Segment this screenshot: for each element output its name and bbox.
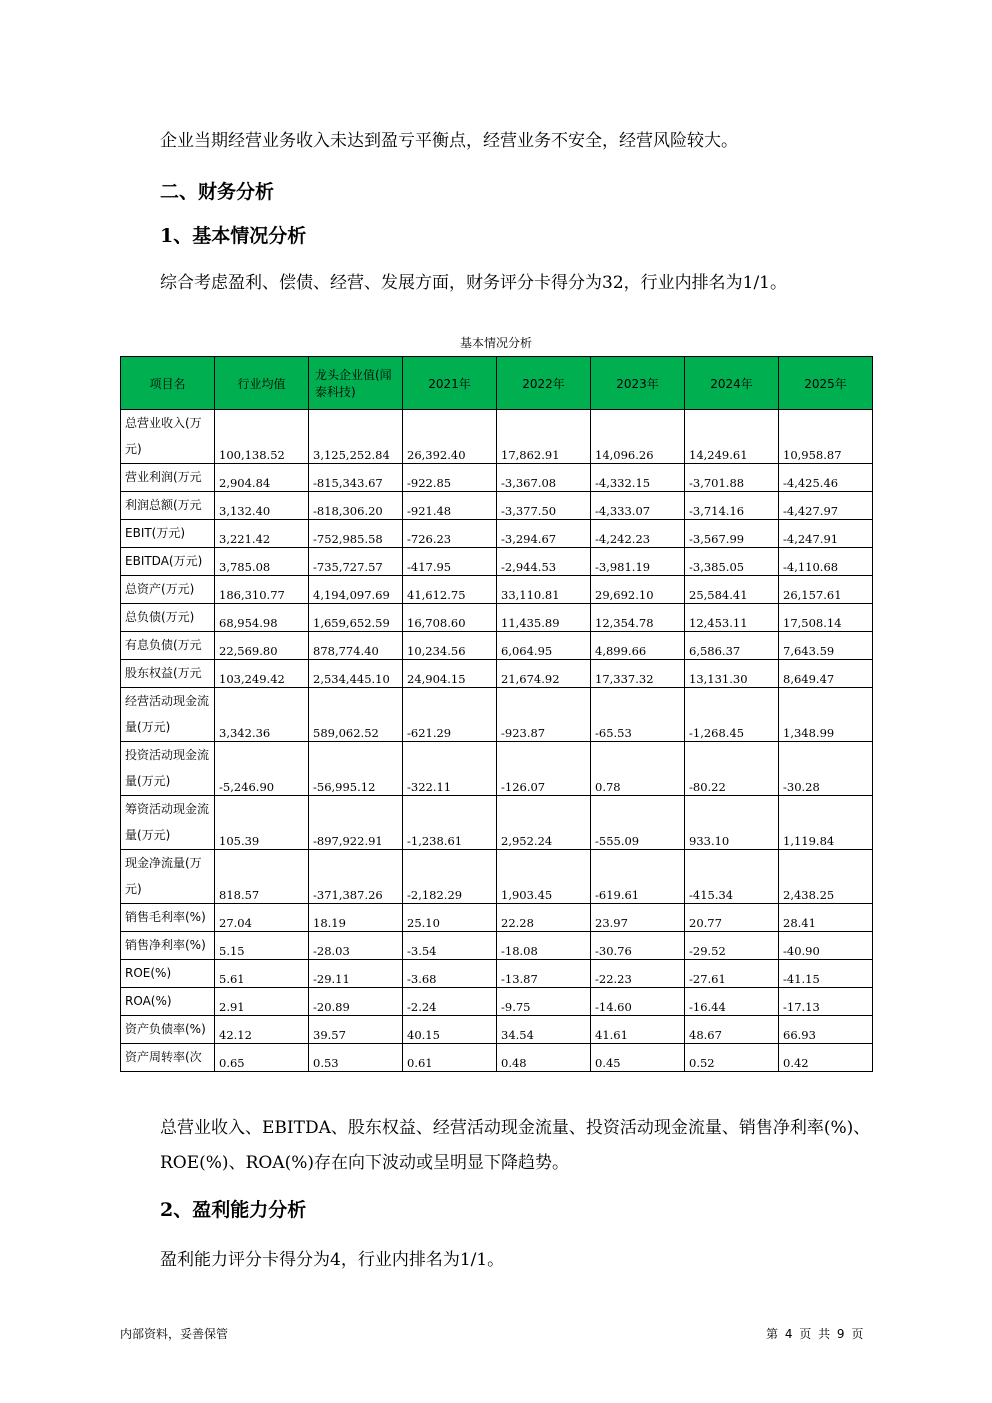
value-cell: -815,343.67 — [309, 464, 403, 492]
profitability-score-paragraph: 盈利能力评分卡得分为4，行业内排名为1/1。 — [160, 1250, 505, 1270]
value-cell: -3,377.50 — [497, 492, 591, 520]
header-cell-2023: 2023年 — [591, 357, 685, 410]
value-cell: 28.41 — [779, 904, 873, 932]
value-cell: 27.04 — [215, 904, 309, 932]
value-cell: 186,310.77 — [215, 576, 309, 604]
row-label-cell: 经营活动现金流量(万元) — [121, 688, 215, 742]
row-label-cell: EBITDA(万元) — [121, 548, 215, 576]
value-cell: -126.07 — [497, 742, 591, 796]
header-cell-2024: 2024年 — [685, 357, 779, 410]
row-label-cell: 销售毛利率(%) — [121, 904, 215, 932]
row-label-cell: EBIT(万元) — [121, 520, 215, 548]
value-cell: -2,182.29 — [403, 850, 497, 904]
value-cell: 2.91 — [215, 988, 309, 1016]
value-cell: -30.28 — [779, 742, 873, 796]
value-cell: -41.15 — [779, 960, 873, 988]
row-label-cell: 投资活动现金流量(万元) — [121, 742, 215, 796]
table-row — [121, 410, 873, 464]
row-label-cell: 总营业收入(万元) — [121, 410, 215, 464]
value-cell: -40.90 — [779, 932, 873, 960]
value-cell: -897,922.91 — [309, 796, 403, 850]
value-cell: -28.03 — [309, 932, 403, 960]
table-row — [121, 932, 873, 960]
row-label-cell: 资产负债率(%) — [121, 1016, 215, 1044]
table-caption: 基本情况分析 — [459, 336, 532, 350]
subsection-heading-basic-analysis: 1、基本情况分析 — [160, 225, 307, 247]
value-cell: 5.15 — [215, 932, 309, 960]
value-cell: -4,110.68 — [779, 548, 873, 576]
value-cell: -3,567.99 — [685, 520, 779, 548]
row-label-cell: 资产周转率(次 — [121, 1044, 215, 1072]
value-cell: -371,387.26 — [309, 850, 403, 904]
value-cell: -735,727.57 — [309, 548, 403, 576]
value-cell: 0.65 — [215, 1044, 309, 1072]
header-cell-industry-avg: 行业均值 — [215, 357, 309, 410]
value-cell: 2,534,445.10 — [309, 660, 403, 688]
value-cell: -29.11 — [309, 960, 403, 988]
row-label-cell: 营业利润(万元 — [121, 464, 215, 492]
value-cell: 66.93 — [779, 1016, 873, 1044]
value-cell: 103,249.42 — [215, 660, 309, 688]
value-cell: 24,904.15 — [403, 660, 497, 688]
table-row — [121, 904, 873, 932]
value-cell: 4,194,097.69 — [309, 576, 403, 604]
value-cell: -5,246.90 — [215, 742, 309, 796]
value-cell: 0.42 — [779, 1044, 873, 1072]
value-cell: 4,899.66 — [591, 632, 685, 660]
value-cell: -923.87 — [497, 688, 591, 742]
value-cell: -621.29 — [403, 688, 497, 742]
value-cell: 105.39 — [215, 796, 309, 850]
value-cell: -922.85 — [403, 464, 497, 492]
value-cell: 12,453.11 — [685, 604, 779, 632]
value-cell: 41,612.75 — [403, 576, 497, 604]
value-cell: 25,584.41 — [685, 576, 779, 604]
value-cell: 11,435.89 — [497, 604, 591, 632]
value-cell: -2.24 — [403, 988, 497, 1016]
value-cell: 3,125,252.84 — [309, 410, 403, 464]
value-cell: -752,985.58 — [309, 520, 403, 548]
value-cell: 12,354.78 — [591, 604, 685, 632]
header-cell-2022: 2022年 — [497, 357, 591, 410]
value-cell: 17,862.91 — [497, 410, 591, 464]
value-cell: -3.54 — [403, 932, 497, 960]
table-row — [121, 604, 873, 632]
table-row — [121, 660, 873, 688]
row-label-cell: 总负债(万元) — [121, 604, 215, 632]
value-cell: 0.48 — [497, 1044, 591, 1072]
value-cell: -1,268.45 — [685, 688, 779, 742]
value-cell: 2,904.84 — [215, 464, 309, 492]
value-cell: 0.53 — [309, 1044, 403, 1072]
value-cell: 29,692.10 — [591, 576, 685, 604]
value-cell: 100,138.52 — [215, 410, 309, 464]
value-cell: -20.89 — [309, 988, 403, 1016]
row-label-cell: ROA(%) — [121, 988, 215, 1016]
value-cell: 42.12 — [215, 1016, 309, 1044]
value-cell: -417.95 — [403, 548, 497, 576]
value-cell: 14,249.61 — [685, 410, 779, 464]
value-cell: -921.48 — [403, 492, 497, 520]
header-cell-2025: 2025年 — [779, 357, 873, 410]
row-label-cell: 销售净利率(%) — [121, 932, 215, 960]
value-cell: -17.13 — [779, 988, 873, 1016]
table-row — [121, 492, 873, 520]
header-cell-2021: 2021年 — [403, 357, 497, 410]
value-cell: -3,981.19 — [591, 548, 685, 576]
value-cell: -65.53 — [591, 688, 685, 742]
subsection-heading-profitability: 2、盈利能力分析 — [160, 1199, 307, 1221]
value-cell: 1,348.99 — [779, 688, 873, 742]
table-row — [121, 960, 873, 988]
table-body — [121, 410, 873, 1072]
table-row — [121, 520, 873, 548]
value-cell: -1,238.61 — [403, 796, 497, 850]
value-cell: -3.68 — [403, 960, 497, 988]
value-cell: 3,132.40 — [215, 492, 309, 520]
value-cell: 23.97 — [591, 904, 685, 932]
value-cell: -4,333.07 — [591, 492, 685, 520]
table-row — [121, 742, 873, 796]
value-cell: 18.19 — [309, 904, 403, 932]
value-cell: -2,944.53 — [497, 548, 591, 576]
value-cell: 0.61 — [403, 1044, 497, 1072]
value-cell: 818.57 — [215, 850, 309, 904]
table-row — [121, 988, 873, 1016]
header-cell-leader: 龙头企业值(闻泰科技) — [309, 357, 403, 410]
value-cell: 21,674.92 — [497, 660, 591, 688]
row-label-cell: 有息负债(万元 — [121, 632, 215, 660]
table-row — [121, 548, 873, 576]
value-cell: 0.78 — [591, 742, 685, 796]
value-cell: -16.44 — [685, 988, 779, 1016]
value-cell: 3,785.08 — [215, 548, 309, 576]
value-cell: 17,508.14 — [779, 604, 873, 632]
value-cell: 10,234.56 — [403, 632, 497, 660]
value-cell: 3,221.42 — [215, 520, 309, 548]
value-cell: -56,995.12 — [309, 742, 403, 796]
footer-confidential-note: 内部资料，妥善保管 — [120, 1327, 229, 1341]
value-cell: -27.61 — [685, 960, 779, 988]
value-cell: 2,438.25 — [779, 850, 873, 904]
value-cell: 22,569.80 — [215, 632, 309, 660]
value-cell: -619.61 — [591, 850, 685, 904]
value-cell: -3,367.08 — [497, 464, 591, 492]
row-label-cell: 总资产(万元) — [121, 576, 215, 604]
intro-paragraph: 企业当期经营业务收入未达到盈亏平衡点，经营业务不安全，经营风险较大。 — [160, 131, 738, 151]
value-cell: -555.09 — [591, 796, 685, 850]
value-cell: 2,952.24 — [497, 796, 591, 850]
value-cell: -4,242.23 — [591, 520, 685, 548]
value-cell: -22.23 — [591, 960, 685, 988]
table-header-row — [121, 357, 873, 410]
value-cell: -9.75 — [497, 988, 591, 1016]
value-cell: 33,110.81 — [497, 576, 591, 604]
value-cell: 1,659,652.59 — [309, 604, 403, 632]
value-cell: 8,649.47 — [779, 660, 873, 688]
value-cell: 25.10 — [403, 904, 497, 932]
value-cell: 13,131.30 — [685, 660, 779, 688]
value-cell: 878,774.40 — [309, 632, 403, 660]
table-row — [121, 1016, 873, 1044]
value-cell: 40.15 — [403, 1016, 497, 1044]
trend-paragraph: 总营业收入、EBITDA、股东权益、经营活动现金流量、投资活动现金流量、销售净利率(%)、ROE(%)、ROA(%)存在向下波动或呈明显下降趋势。 — [160, 1118, 871, 1173]
value-cell: 7,643.59 — [779, 632, 873, 660]
value-cell: 1,903.45 — [497, 850, 591, 904]
footer-page-number: 第 4 页 共 9 页 — [766, 1327, 864, 1341]
row-label-cell: ROE(%) — [121, 960, 215, 988]
value-cell: 39.57 — [309, 1016, 403, 1044]
value-cell: -4,247.91 — [779, 520, 873, 548]
table-row — [121, 632, 873, 660]
value-cell: -29.52 — [685, 932, 779, 960]
basic-analysis-table — [120, 356, 873, 1072]
value-cell: -13.87 — [497, 960, 591, 988]
value-cell: -3,385.05 — [685, 548, 779, 576]
table-row — [121, 688, 873, 742]
value-cell: -18.08 — [497, 932, 591, 960]
section-heading-financial-analysis: 二、财务分析 — [160, 181, 275, 203]
value-cell: -14.60 — [591, 988, 685, 1016]
table-row — [121, 796, 873, 850]
row-label-cell: 筹资活动现金流量(万元) — [121, 796, 215, 850]
value-cell: 26,392.40 — [403, 410, 497, 464]
value-cell: 16,708.60 — [403, 604, 497, 632]
value-cell: 26,157.61 — [779, 576, 873, 604]
value-cell: -322.11 — [403, 742, 497, 796]
table-row — [121, 1044, 873, 1072]
value-cell: -818,306.20 — [309, 492, 403, 520]
value-cell: 41.61 — [591, 1016, 685, 1044]
value-cell: -415.34 — [685, 850, 779, 904]
table-row — [121, 464, 873, 492]
value-cell: 20.77 — [685, 904, 779, 932]
value-cell: 10,958.87 — [779, 410, 873, 464]
value-cell: 6,586.37 — [685, 632, 779, 660]
row-label-cell: 现金净流量(万元) — [121, 850, 215, 904]
value-cell: -4,332.15 — [591, 464, 685, 492]
value-cell: -3,294.67 — [497, 520, 591, 548]
value-cell: 14,096.26 — [591, 410, 685, 464]
value-cell: -80.22 — [685, 742, 779, 796]
value-cell: 0.45 — [591, 1044, 685, 1072]
value-cell: 589,062.52 — [309, 688, 403, 742]
value-cell: 6,064.95 — [497, 632, 591, 660]
value-cell: -3,701.88 — [685, 464, 779, 492]
value-cell: 933.10 — [685, 796, 779, 850]
row-label-cell: 股东权益(万元 — [121, 660, 215, 688]
value-cell: 17,337.32 — [591, 660, 685, 688]
header-cell-item: 项目名 — [121, 357, 215, 410]
value-cell: 68,954.98 — [215, 604, 309, 632]
value-cell: -30.76 — [591, 932, 685, 960]
row-label-cell: 利润总额(万元 — [121, 492, 215, 520]
value-cell: -726.23 — [403, 520, 497, 548]
value-cell: -4,425.46 — [779, 464, 873, 492]
table-row — [121, 850, 873, 904]
value-cell: 48.67 — [685, 1016, 779, 1044]
value-cell: 3,342.36 — [215, 688, 309, 742]
value-cell: 22.28 — [497, 904, 591, 932]
value-cell: -4,427.97 — [779, 492, 873, 520]
score-paragraph: 综合考虑盈利、偿债、经营、发展方面，财务评分卡得分为32，行业内排名为1/1。 — [160, 273, 787, 293]
value-cell: 0.52 — [685, 1044, 779, 1072]
value-cell: 1,119.84 — [779, 796, 873, 850]
value-cell: 34.54 — [497, 1016, 591, 1044]
value-cell: 5.61 — [215, 960, 309, 988]
value-cell: -3,714.16 — [685, 492, 779, 520]
table-row — [121, 576, 873, 604]
